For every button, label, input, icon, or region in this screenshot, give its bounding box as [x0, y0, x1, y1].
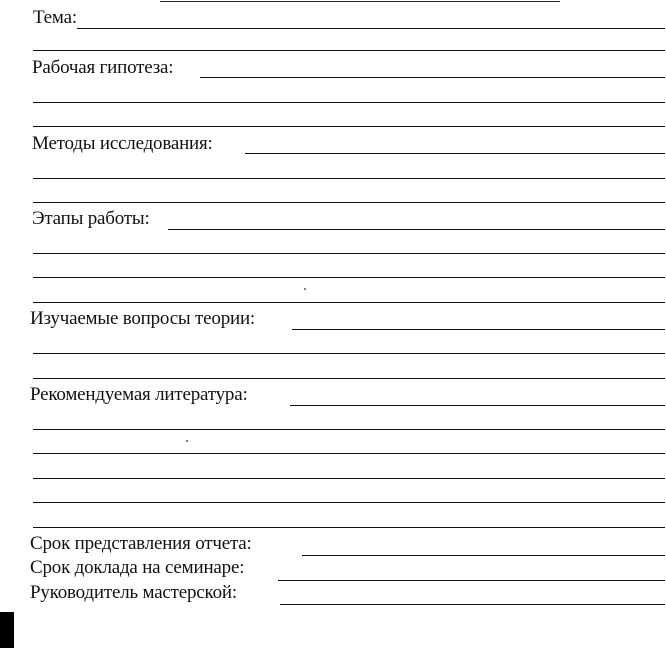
seminar-deadline-label: Срок доклада на семинаре:	[30, 557, 245, 578]
scan-corner-mark	[0, 612, 14, 648]
top-rule	[160, 1, 560, 2]
stages-blank-line[interactable]	[33, 302, 665, 303]
stages-blank-line[interactable]	[33, 253, 665, 254]
stages-blank-line[interactable]	[33, 277, 665, 278]
literature-label: Рекомендуемая литература:	[30, 384, 248, 405]
theory-questions-label: Изучаемые вопросы теории:	[30, 308, 256, 329]
scan-speck	[186, 440, 188, 442]
theory-questions-blank-line[interactable]	[33, 378, 665, 379]
supervisor-label: Руководитель мастерской:	[30, 582, 237, 603]
hypothesis-blank-line[interactable]	[33, 102, 665, 103]
literature-blank-line[interactable]	[290, 405, 665, 406]
theory-questions-blank-line[interactable]	[292, 329, 665, 330]
literature-blank-line[interactable]	[33, 502, 665, 503]
literature-blank-line[interactable]	[33, 478, 665, 479]
hypothesis-blank-line[interactable]	[200, 77, 665, 78]
methods-label: Методы исследования:	[32, 133, 213, 154]
stages-label: Этапы работы:	[32, 208, 150, 229]
hypothesis-blank-line[interactable]	[33, 126, 665, 127]
seminar-deadline-blank-line[interactable]	[278, 580, 665, 581]
methods-blank-line[interactable]	[245, 153, 665, 154]
methods-blank-line[interactable]	[33, 178, 665, 179]
topic-label: Тема:	[33, 7, 77, 28]
report-deadline-label: Срок представления отчета:	[30, 533, 252, 554]
stages-blank-line[interactable]	[168, 229, 665, 230]
scan-speck	[304, 288, 306, 290]
methods-blank-line[interactable]	[33, 202, 665, 203]
literature-blank-line[interactable]	[33, 527, 665, 528]
hypothesis-label: Рабочая гипотеза:	[32, 57, 174, 78]
literature-blank-line[interactable]	[33, 453, 665, 454]
topic-blank-line[interactable]	[33, 50, 665, 51]
supervisor-blank-line[interactable]	[280, 604, 665, 605]
literature-blank-line[interactable]	[33, 429, 665, 430]
topic-blank-line[interactable]	[77, 28, 665, 29]
theory-questions-blank-line[interactable]	[33, 353, 665, 354]
report-deadline-blank-line[interactable]	[302, 555, 665, 556]
